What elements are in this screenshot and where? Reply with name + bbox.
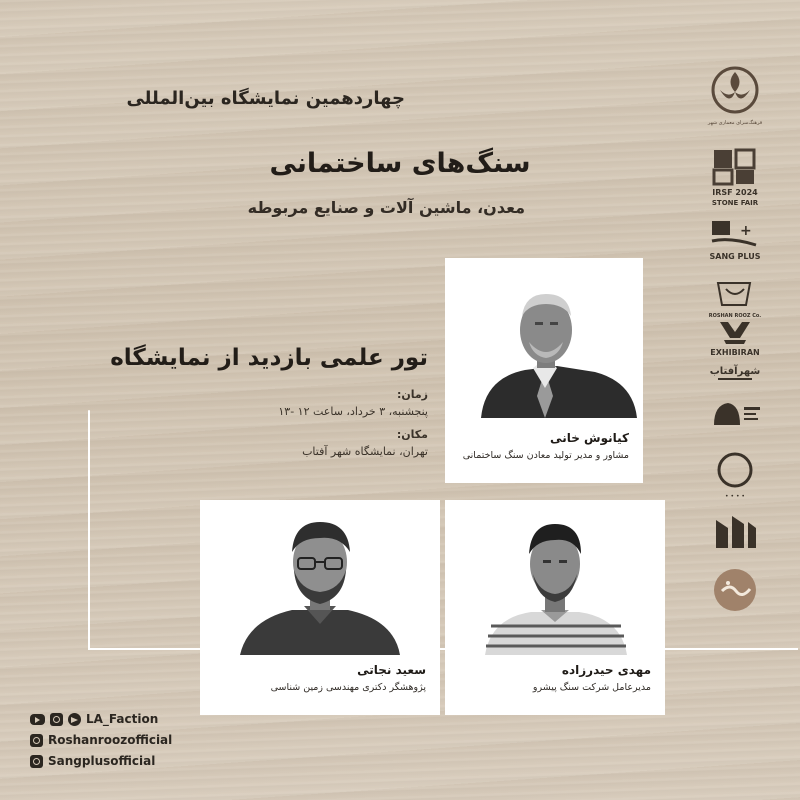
exhibition-subtitle: معدن، ماشین آلات و صنایع مربوطه	[247, 198, 525, 217]
speaker-card-1	[445, 258, 643, 483]
speaker-photo-1	[445, 258, 643, 418]
exhibition-main-title: سنگ‌های ساختمانی	[269, 148, 531, 179]
instagram-icon	[30, 755, 43, 768]
speaker-name-2: سعید نجاتی	[357, 663, 426, 677]
place-label: مکان:	[396, 428, 428, 441]
shahr-aftab-logo	[700, 360, 770, 388]
speaker-photo-2	[200, 500, 440, 655]
speaker-card-2	[200, 500, 440, 715]
roshanrooz-handle: Roshanroozofficial	[48, 733, 173, 747]
telegram-icon	[68, 713, 81, 726]
speaker-role-3: مدیرعامل شرکت سنگ پیشرو	[532, 682, 651, 693]
social-la-faction[interactable]	[30, 712, 158, 726]
exhibiran-label: EXHIBIRAN	[710, 348, 760, 357]
social-roshanrooz[interactable]	[30, 733, 172, 747]
speaker-role-1: مشاور و مدیر تولید معادن سنگ ساختمانی	[462, 450, 629, 461]
svg-text:• • • •: • • • •	[725, 493, 745, 500]
sang-bazar-logo	[700, 565, 770, 615]
decorative-line-horizontal	[88, 648, 798, 650]
svg-text:+: +	[740, 223, 752, 239]
roshan-rooz-label: ROSHAN ROOZ Co.	[708, 313, 762, 319]
time-value: پنجشنبه، ۳ خرداد، ساعت ۱۲ -۱۳	[278, 405, 428, 418]
iran-stone-fair-label: IRSF 2024	[712, 188, 758, 197]
social-sangplus[interactable]	[30, 754, 155, 768]
la-faction-handle: LA_Faction	[86, 712, 159, 726]
rahshahr-logo	[700, 60, 770, 130]
speaker-name-1: کیانوش خانی	[550, 431, 629, 445]
speaker-name-3: مهدی حیدرزاده	[561, 663, 651, 677]
exhibiran-logo	[700, 318, 770, 358]
sang-plus-logo	[700, 215, 770, 265]
instagram-icon	[30, 734, 43, 747]
time-label: زمان:	[396, 388, 428, 401]
ketab-logo	[700, 508, 770, 558]
roshan-rooz-logo	[700, 275, 770, 320]
speaker-card-3	[445, 500, 665, 715]
decorative-line-vertical	[88, 410, 90, 650]
youtube-icon	[30, 714, 45, 725]
stone-fair-label: STONE FAIR	[711, 199, 759, 207]
stone-fair-logo	[700, 148, 770, 208]
place-value: تهران، نمایشگاه شهر آفتاب	[302, 445, 428, 458]
sangplus-handle: Sangplusofficial	[48, 754, 156, 768]
shahr-aftab-label: شهرآفتاب	[709, 366, 761, 377]
speaker-role-2: پژوهشگر دکتری مهندسی زمین شناسی	[270, 682, 426, 693]
instagram-icon	[50, 713, 63, 726]
tour-title: تور علمی بازدید از نمایشگاه	[110, 345, 428, 371]
rahshahr-caption: فرهنگ‌سرای معماری شهر	[707, 120, 763, 126]
speaker-photo-3	[445, 500, 665, 655]
exhibition-edition-title: چهاردهمین نمایشگاه بین‌المللی	[126, 88, 405, 109]
sang-plus-label: SANG PLUS	[709, 252, 761, 261]
circle-logo	[700, 448, 770, 503]
iran-stone-association-logo	[700, 395, 770, 435]
